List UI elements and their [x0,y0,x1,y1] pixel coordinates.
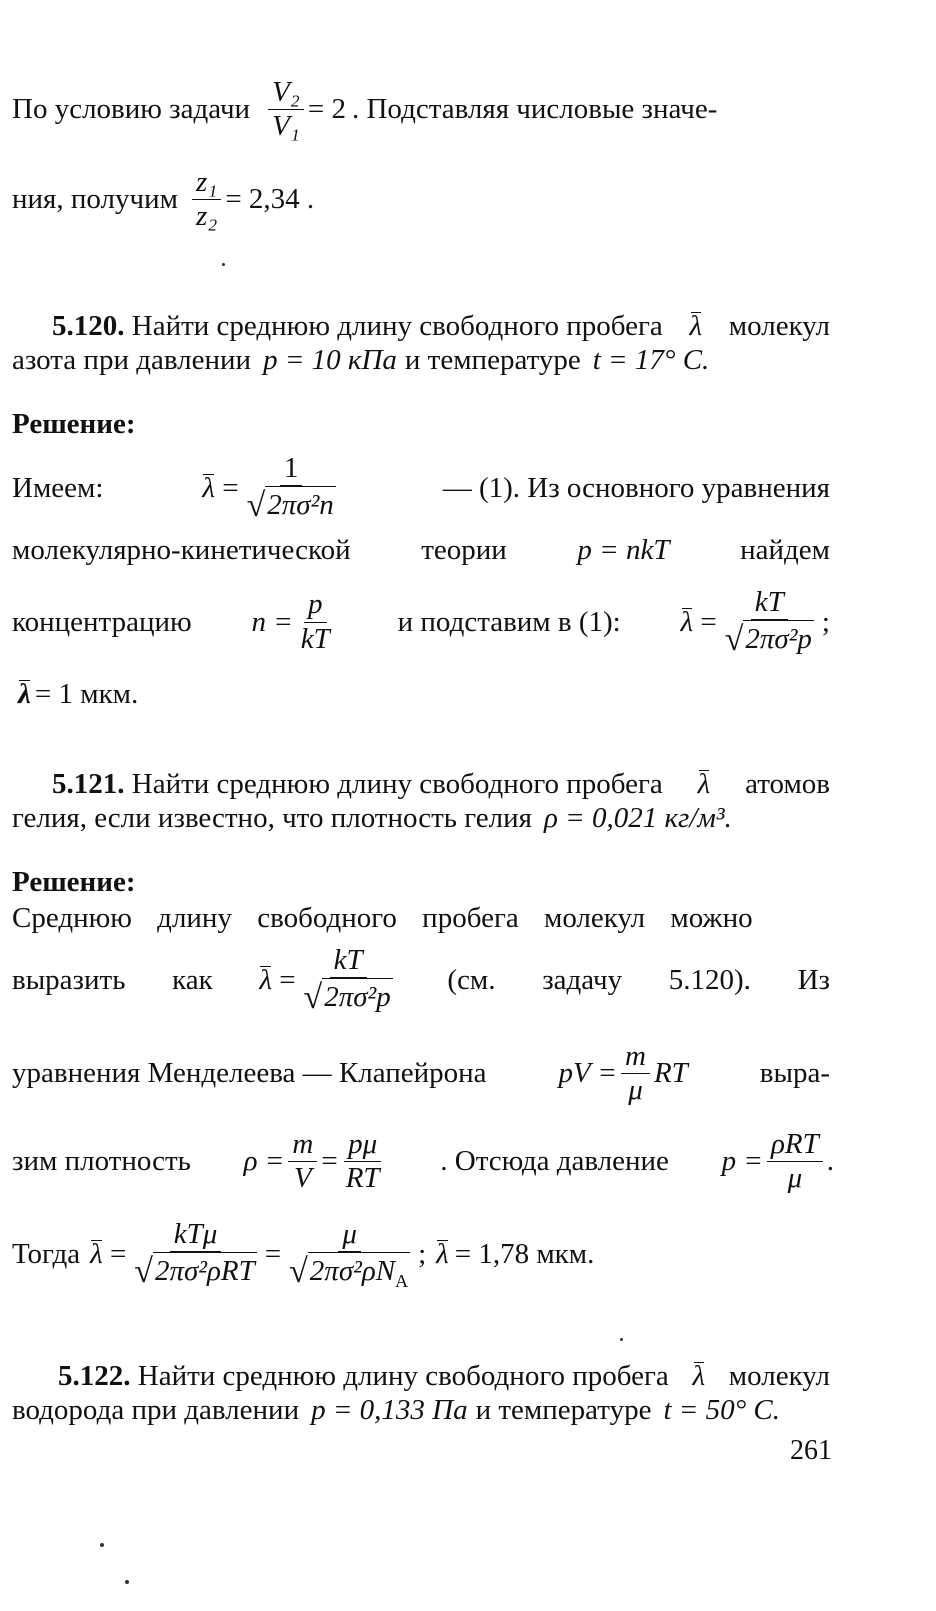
solution-text: задачу [542,963,623,996]
fraction-numerator: m [621,1040,650,1074]
solution-5-120-line-2 [12,536,830,565]
intro-line-1 [12,76,832,144]
solution-text: Из [797,963,830,996]
fraction-numerator: ρRT [767,1128,823,1162]
scan-speck [620,1338,623,1341]
solution-text: выра- [759,1057,830,1090]
solution-5-121-line-2 [12,944,830,1016]
ideal-gas-equation [558,1040,687,1108]
mean-free-path-pressure-formula: λ = kT √ 2πσ²p ; [680,586,830,658]
pressure-condition: p = 0,133 Па [311,1394,468,1426]
problem-5-121-statement-line-1 [52,770,830,799]
pressure-condition: p = 10 кПа [263,344,397,376]
square-root: √ 2πσ²n [246,486,334,524]
formula-term: RT [653,1057,688,1090]
formula-fraction [342,1128,384,1196]
solution-text: (см. [447,963,496,996]
temperature-condition: t = 17° C. [592,344,710,376]
problem-text: азота при давлении [12,344,252,376]
lambda-mean-symbol: λ [202,471,215,504]
result-value: = 1 мкм. [34,678,139,710]
fraction-numerator: z₁ [192,166,221,200]
problem-text: и температуре [404,344,581,376]
problem-text: атомов [745,768,830,800]
square-root: √ $2\pi\sigma^2\rho N_A$ [289,1252,409,1292]
fraction-numerator: kTμ [170,1218,222,1252]
mean-free-path-pressure-formula: λ = kT √ 2πσ²p [259,944,400,1016]
solution-5-121-line-1 [12,904,830,933]
problem-text: гелия, если известно, что плотность гелия [12,802,532,834]
solution-text: уравнения Менделеева — Клапейрона [12,1057,487,1090]
intro-text: По условию задачи [12,93,251,126]
fraction-numerator: μ [338,1218,361,1252]
solution-text: 5.120). [668,963,751,996]
formula-lhs: ρ = [243,1145,285,1178]
solution-text: найдем [740,534,830,566]
solution-text: Тогда [12,1237,81,1270]
solution-text: выразить [12,963,126,996]
fraction-denominator: 2πσ²p [322,978,393,1014]
lambda-mean-symbol: λ [90,1237,103,1270]
intro-text: ния, получим [12,183,178,216]
solution-text: зим плотность [12,1145,191,1178]
problem-text: Найти среднюю длину свободного пробега [131,310,663,342]
fraction-numerator: m [288,1128,317,1162]
scan-speck [222,263,225,266]
density-formula: ρ = $\frac{m}{V}$ = $\frac{p\mu}{RT}$ [244,1128,388,1196]
lambda-mean-symbol: λ [692,1360,706,1392]
solution-5-120-line-1 [12,452,830,524]
result-value: = 1,78 мкм. [454,1237,595,1270]
solution-text: Среднюю длину свободного пробега молекул можно [12,902,753,934]
solution-text: . Отсюда давление [440,1145,669,1178]
formula-lhs: pV = [558,1057,617,1090]
problem-5-121-statement-line-2 [12,804,732,833]
square-root: √ 2πσ²p [303,978,391,1016]
square-root: √ 2πσ²ρRT [134,1252,255,1290]
fraction-denominator: 2πσ²p [743,620,814,656]
page-number: 261 [790,1435,832,1466]
solution-heading: Решение: [12,408,136,440]
fraction-numerator: V₂ [268,76,304,110]
formula-lhs: n = [251,605,293,638]
solution-text: и подставим в (1): [397,605,621,638]
fraction-denominator: μ [787,1162,803,1195]
problem-text: Найти среднюю длину свободного пробега [137,1360,669,1392]
formula-fraction [288,1128,317,1196]
punctuation: ; [821,605,830,638]
concentration-formula [251,588,337,656]
problem-number: 5.122. [58,1360,131,1392]
temperature-condition: t = 50° C. [663,1394,781,1426]
density-condition: ρ = 0,021 кг/м³. [543,802,732,834]
mean-free-path-formula: λ = 1 √ 2πσ²n [202,452,343,524]
solution-5-120-result [18,680,138,709]
solution-text: теории [421,534,507,566]
pressure-formula: p = $\frac{\text{ρRT}}{\mu}$ . [721,1128,834,1195]
scan-speck [125,1580,129,1584]
solution-text: как [172,963,213,996]
solution-text: — (1). Из основного уравнения [442,471,830,504]
solution-5-121-line-4 [12,1128,834,1196]
problem-text: молекул [728,1360,830,1392]
solution-heading: Решение: [12,866,136,898]
fraction-denominator: μ [628,1074,643,1107]
mkt-equation: p = nkT [577,534,670,566]
equation-value: = 2,34 . [225,183,315,216]
solution-text: молекулярно-кинетической [12,534,351,566]
formula-fraction [621,1040,650,1108]
fraction-numerator: p [304,588,327,622]
solution-text: Имеем: [12,471,104,504]
fraction-denominator: 2πσ²ρN [309,1255,396,1288]
lambda-mean-symbol: λ [18,678,31,710]
formula-fraction [130,1218,260,1290]
collision-ratio-fraction [192,166,221,234]
solution-5-121-line-3 [12,1040,830,1108]
lambda-mean-symbol: λ [689,310,703,342]
problem-text: и температуре [475,1394,652,1426]
volume-ratio-fraction [268,76,304,144]
problem-number: 5.120. [52,310,125,342]
fraction-numerator: pμ [344,1128,381,1162]
fraction-denominator: 2πσ²n [265,486,336,522]
solution-5-121-line-5 [12,1218,594,1290]
formula-lhs: p = [721,1145,763,1178]
problem-number: 5.121. [52,768,125,800]
fraction-denominator: kT [300,622,330,655]
formula-fraction [297,588,334,656]
problem-5-122-statement-line-2 [12,1396,780,1425]
avogadro-subscript: A [395,1271,409,1292]
formula-fraction [767,1128,823,1196]
fraction-numerator: kT [330,944,367,978]
fraction-denominator: RT [345,1162,380,1195]
solution-text: концентрацию [12,605,192,638]
fraction-denominator: z₂ [195,200,218,233]
problem-5-122-statement-line-1 [58,1362,830,1391]
fraction-numerator: 1 [280,452,303,486]
intro-line-2 [12,166,314,234]
scan-speck [100,1543,104,1547]
intro-text-continued: . Подставляя числовые значе- [351,93,718,126]
square-root: √ 2πσ²p [724,620,812,658]
lambda-mean-symbol: λ [436,1237,449,1270]
equation-value: = 2 [307,93,346,126]
problem-text: Найти среднюю длину свободного пробега [131,768,663,800]
final-mean-free-path-formula: λ = kTμ √ 2πσ²ρRT = μ √ $2\pi\sigma^2\rho N_A$ ; λ = 1,78 мкм. [90,1218,595,1292]
fraction-denominator: V₁ [272,110,300,143]
problem-text: молекул [728,310,830,342]
lambda-mean-symbol: λ [259,963,272,996]
fraction-denominator: V [293,1162,312,1195]
fraction-denominator: 2πσ²ρRT [153,1252,257,1288]
formula-fraction [285,1218,414,1290]
problem-5-120-statement-line-1 [52,312,830,341]
lambda-mean-symbol: λ [697,768,711,800]
fraction-numerator: kT [751,586,788,620]
problem-text: водорода при давлении [12,1394,300,1426]
formula-fraction [243,452,340,524]
formula-fraction [721,586,818,658]
lambda-mean-symbol: λ [680,605,694,638]
solution-5-120-line-3 [12,586,830,658]
problem-5-120-statement-line-2 [12,346,709,375]
formula-fraction [300,944,397,1016]
